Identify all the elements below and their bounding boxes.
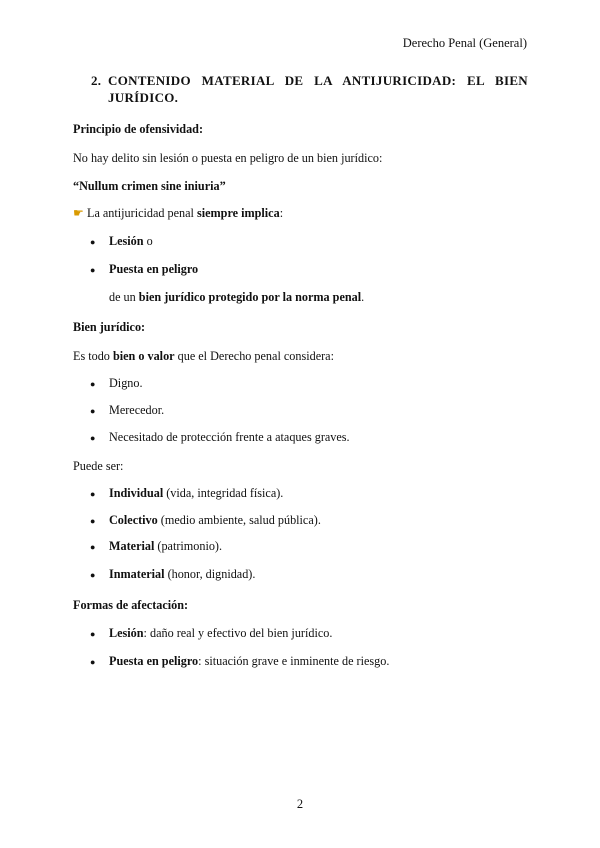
section-number: 2. bbox=[91, 73, 102, 88]
list-item: Inmaterial (honor, dignidad). bbox=[109, 567, 256, 581]
bien-intro: Es todo bien o valor que el Derecho penal considera: bbox=[73, 349, 334, 363]
list-item: Colectivo (medio ambiente, salud pública). bbox=[109, 513, 321, 527]
principio-heading: Principio de ofensividad: bbox=[73, 122, 204, 136]
list-item: Digno. bbox=[109, 376, 143, 390]
bullet-icon: ● bbox=[90, 237, 96, 247]
list-item: Individual (vida, integridad física). bbox=[109, 486, 284, 500]
list-item: Necesitado de protección frente a ataques graves. bbox=[109, 430, 350, 444]
principio-intro: No hay delito sin lesión o puesta en peligro de un bien jurídico: bbox=[73, 151, 383, 165]
list-item: Merecedor. bbox=[109, 403, 165, 417]
section-heading bbox=[91, 72, 528, 106]
bullet-icon: ● bbox=[90, 433, 96, 443]
list-item: Puesta en peligro: situación grave e inminente de riesgo. bbox=[109, 654, 390, 668]
bullet-icon: ● bbox=[90, 265, 96, 275]
bullet-icon: ● bbox=[90, 406, 96, 416]
antijuricidad-line: ☛ La antijuricidad penal siempre implica: bbox=[73, 206, 284, 220]
antijuricidad-tail: de un bien jurídico protegido por la norma penal. bbox=[109, 290, 365, 304]
bullet-icon: ● bbox=[90, 489, 96, 499]
section-title: CONTENIDO MATERIAL DE LA ANTIJURICIDAD: EL BIEN JURÍDICO. bbox=[108, 73, 528, 105]
list-item: Puesta en peligro bbox=[109, 262, 199, 276]
puede-intro: Puede ser: bbox=[73, 459, 124, 473]
bullet-icon: ● bbox=[90, 570, 96, 580]
list-item: Lesión: daño real y efectivo del bien jurídico. bbox=[109, 626, 333, 640]
list-item: Lesión o bbox=[109, 234, 153, 248]
page-number: 2 bbox=[296, 797, 304, 811]
bullet-icon: ● bbox=[90, 629, 96, 639]
bullet-icon: ● bbox=[90, 379, 96, 389]
bullet-icon: ● bbox=[90, 516, 96, 526]
running-header: Derecho Penal (General) bbox=[402, 36, 527, 50]
formas-heading: Formas de afectación: bbox=[73, 598, 189, 612]
pointing-hand-icon: ☛ bbox=[73, 206, 84, 220]
bullet-icon: ● bbox=[90, 657, 96, 667]
bullet-icon: ● bbox=[90, 542, 96, 552]
latin-maxim: “Nullum crimen sine iniuria” bbox=[73, 179, 226, 193]
list-item: Material (patrimonio). bbox=[109, 539, 223, 553]
bien-heading: Bien jurídico: bbox=[73, 320, 146, 334]
